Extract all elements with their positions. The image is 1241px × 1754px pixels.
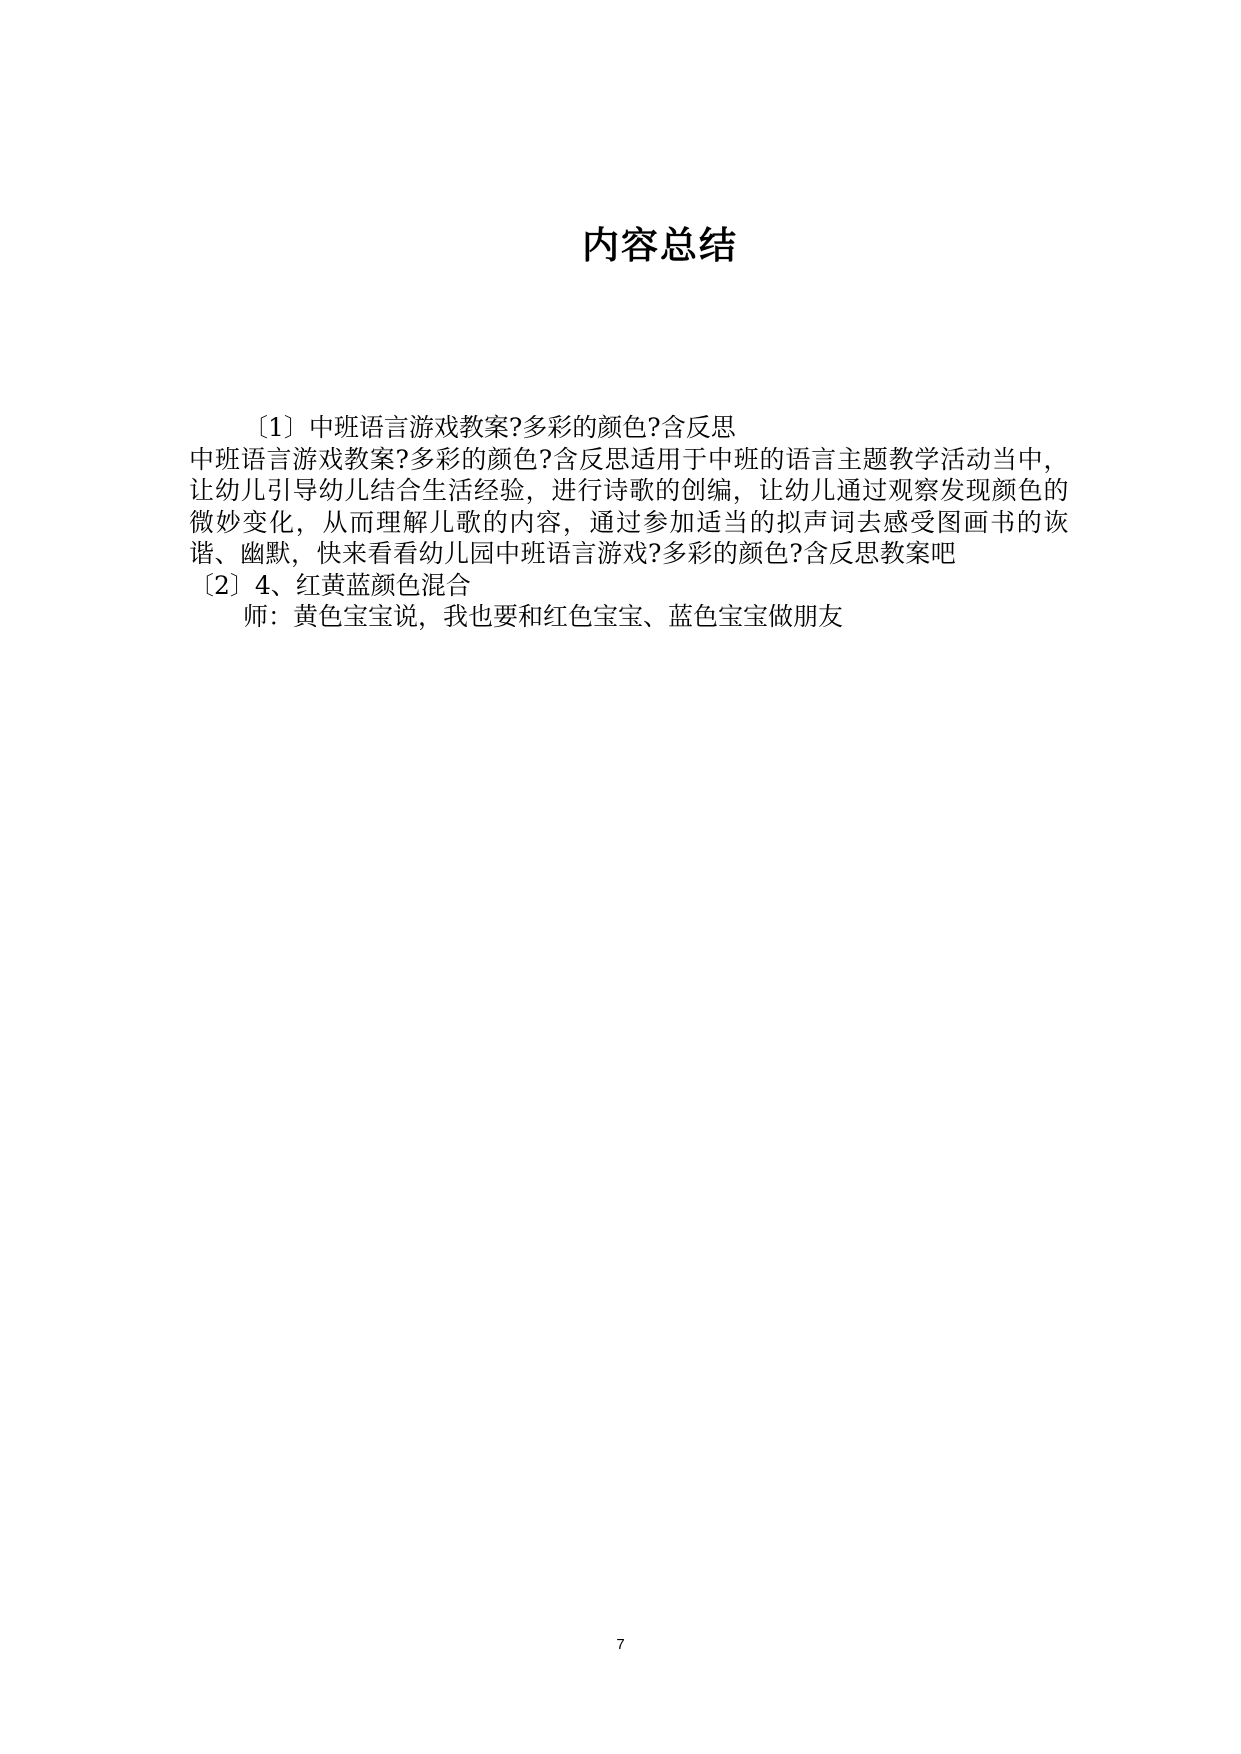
document-body xyxy=(189,412,1069,633)
item-1-body: 中班语言游戏教案?多彩的颜色?含反思适用于中班的语言主题教学活动当中，让幼儿引导幼儿结合生活经验，进行诗歌的创编，让幼儿通过观察发现颜色的微妙变化，从而理解儿歌的内容，通过参加适当的拟声词去感受图画书的诙谐、幽默，快来看看幼儿园中班语言游戏?多彩的颜色?含反思教案吧 xyxy=(189,444,1069,568)
item-1-heading: 〔1〕中班语言游戏教案?多彩的颜色?含反思 xyxy=(243,413,736,442)
page-title: 内容总结 xyxy=(582,224,738,267)
item-2-heading: 〔2〕4、红黄蓝颜色混合 xyxy=(189,570,471,600)
page-number: 7 xyxy=(616,1636,625,1653)
item-2-body: 师：黄色宝宝说，我也要和红色宝宝、蓝色宝宝做朋友 xyxy=(243,602,844,631)
